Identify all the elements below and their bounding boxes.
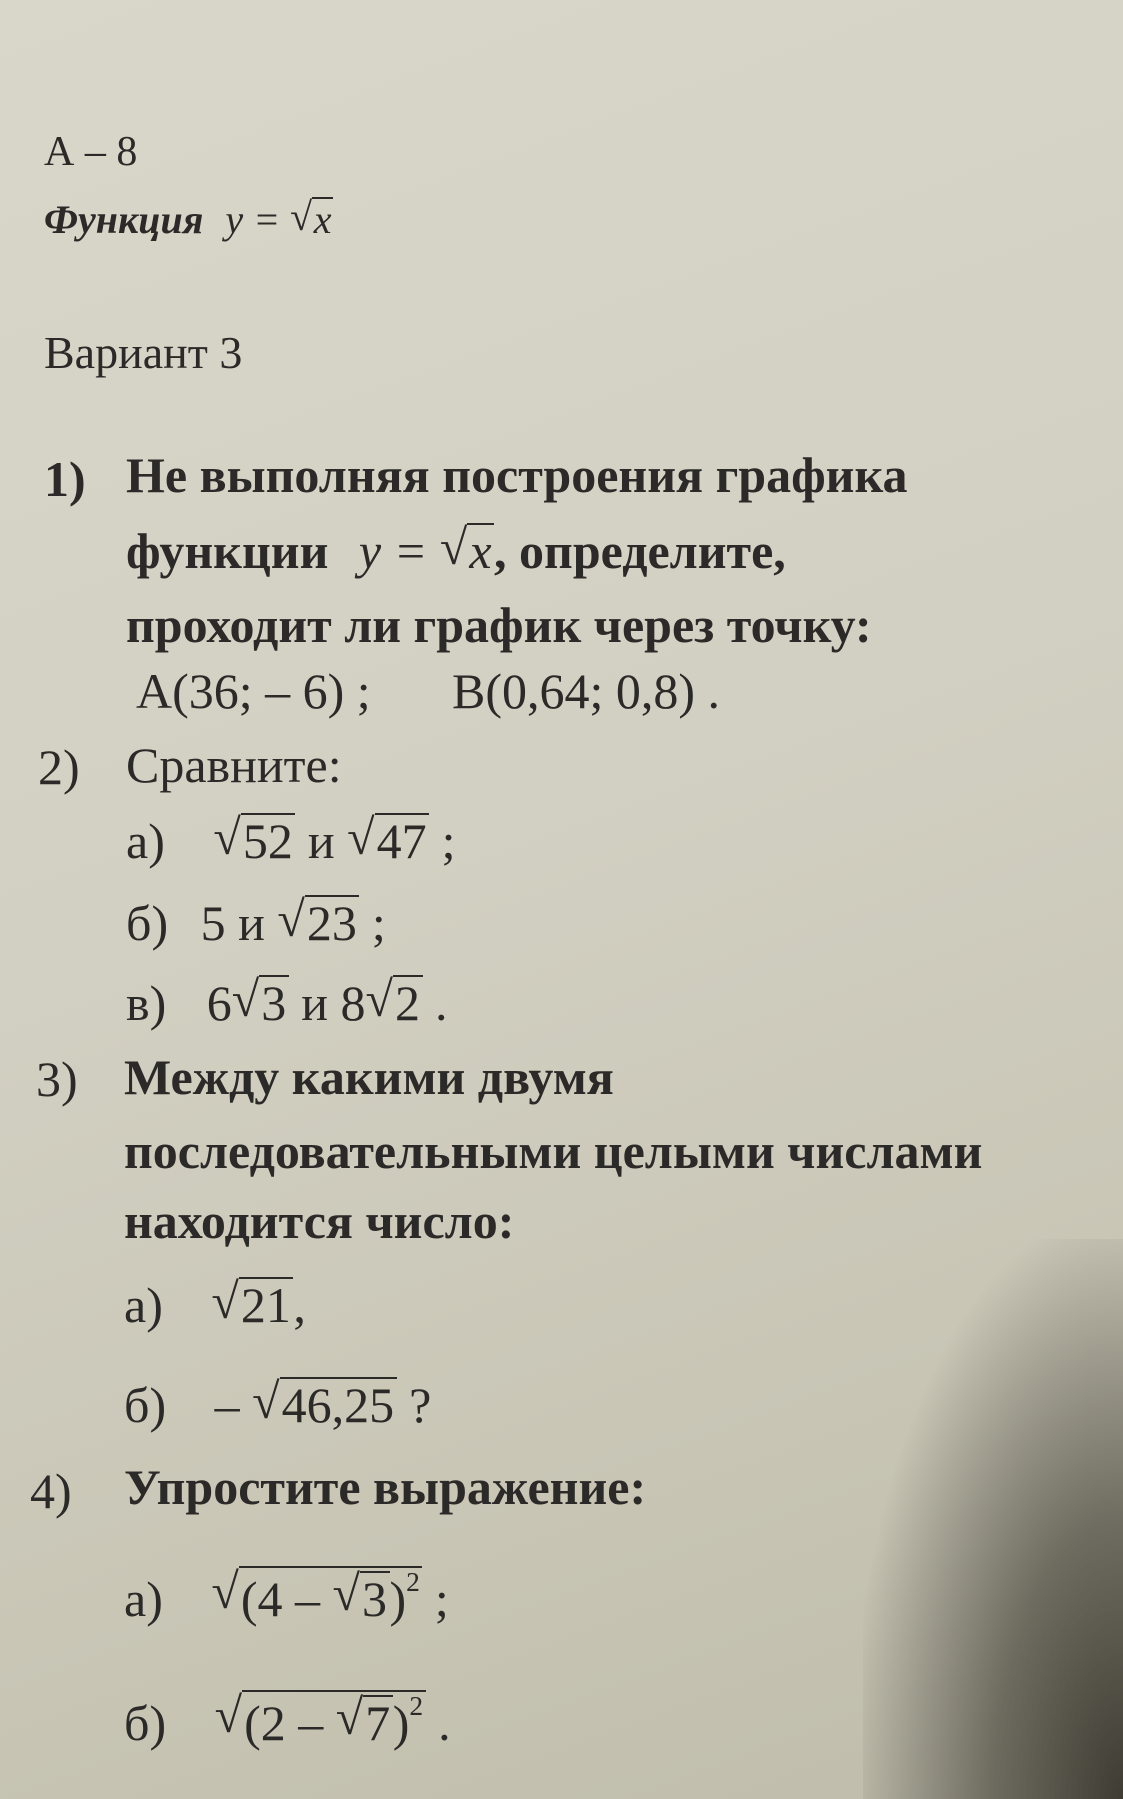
task-1-point-a: A(36; – 6) ; bbox=[136, 663, 371, 719]
task-4a-inner-pre: (4 – bbox=[240, 1570, 333, 1627]
sqrt-symbol: √ 21 bbox=[211, 1276, 293, 1334]
task-3b-radicand: 46,25 bbox=[280, 1377, 397, 1432]
task-2b-pre: 5 и bbox=[200, 895, 278, 951]
task-2a bbox=[126, 809, 456, 870]
title-eq-var: x bbox=[313, 197, 332, 242]
task-4b-inner-pre: (2 – bbox=[244, 1694, 336, 1751]
sqrt-symbol: √ 3 bbox=[333, 1571, 390, 1626]
task-4b-label: б) bbox=[124, 1694, 167, 1751]
task-4-title: Упростите выражение: bbox=[124, 1459, 647, 1515]
task-2b-label: б) bbox=[126, 895, 169, 951]
task-2b-end: ; bbox=[359, 895, 386, 951]
task-1-line3: проходит ли график через точку: bbox=[126, 597, 872, 653]
title-eq-prefix: y = bbox=[225, 197, 291, 242]
task-4b bbox=[124, 1687, 451, 1752]
task-1-eq-prefix: y = bbox=[358, 523, 440, 579]
task-2b-radicand: 23 bbox=[305, 895, 360, 950]
task-3-number: 3) bbox=[36, 1051, 78, 1107]
task-3-line3: находится число: bbox=[124, 1193, 515, 1249]
task-1-line2 bbox=[126, 519, 786, 580]
task-4b-inner-post: ) bbox=[392, 1694, 410, 1751]
sqrt-symbol: √ (2 – √ 7)$^2$ bbox=[215, 1690, 426, 1752]
task-2b bbox=[126, 891, 386, 952]
sqrt-symbol: √ (4 – √ 3)$^2$ bbox=[211, 1566, 422, 1628]
task-1-line1: Не выполняя построения графика bbox=[126, 447, 908, 503]
sqrt-symbol: √ 7 bbox=[336, 1695, 393, 1750]
task-4-number: 4) bbox=[30, 1463, 72, 1519]
task-4b-end: . bbox=[425, 1694, 451, 1751]
sqrt-symbol: √ 47 bbox=[347, 812, 429, 870]
worksheet-code: А – 8 bbox=[44, 129, 138, 175]
task-2a-radicand-2: 47 bbox=[375, 813, 430, 868]
task-3-line1: Между какими двумя bbox=[124, 1049, 614, 1105]
sqrt-symbol: √ 3 bbox=[232, 974, 289, 1032]
sqrt-symbol: √ x bbox=[290, 193, 332, 242]
task-2a-end: ; bbox=[429, 813, 456, 869]
sqrt-symbol: √ 52 bbox=[213, 812, 295, 870]
task-3a-end: , bbox=[293, 1277, 306, 1333]
variant-label: Вариант 3 bbox=[44, 327, 243, 378]
task-1-number: 1) bbox=[44, 451, 86, 507]
task-1-point-b: B(0,64; 0,8) . bbox=[452, 663, 721, 719]
task-3b-label: б) bbox=[124, 1377, 167, 1433]
task-3b bbox=[124, 1373, 432, 1434]
task-4a bbox=[124, 1563, 449, 1628]
photo-shadow bbox=[863, 1239, 1123, 1799]
task-2a-label: а) bbox=[126, 813, 165, 869]
task-1-line2-suffix: , определите, bbox=[494, 523, 786, 579]
task-4b-radicand bbox=[242, 1690, 426, 1749]
task-3b-minus: – bbox=[214, 1377, 253, 1433]
sqrt-symbol: √ 2 bbox=[366, 974, 423, 1032]
task-2-title: Сравните: bbox=[126, 737, 342, 793]
task-4a-end: ; bbox=[422, 1570, 449, 1627]
task-1-line2-prefix: функции bbox=[126, 523, 329, 579]
task-2c-pre: 6 bbox=[206, 975, 232, 1031]
sqrt-symbol: √ 46,25 bbox=[252, 1376, 397, 1434]
task-2c bbox=[126, 971, 448, 1032]
task-4a-inner-radicand: 3 bbox=[360, 1571, 390, 1626]
title-word: Функция bbox=[44, 197, 204, 242]
task-4a-radicand bbox=[239, 1566, 423, 1625]
task-1-eq-var: x bbox=[467, 523, 494, 578]
task-3a bbox=[124, 1273, 306, 1334]
task-4a-inner-post: ) bbox=[389, 1570, 407, 1627]
task-1-eq bbox=[358, 519, 494, 579]
task-3a-label: а) bbox=[124, 1277, 163, 1333]
task-2c-radicand-2: 2 bbox=[393, 975, 423, 1030]
task-4b-inner-radicand: 7 bbox=[363, 1695, 393, 1750]
task-4b-power: 2 bbox=[409, 1690, 424, 1721]
task-2a-and: и bbox=[295, 813, 348, 869]
task-3b-end: ? bbox=[396, 1377, 432, 1433]
task-2-number: 2) bbox=[38, 739, 80, 795]
task-3a-radicand: 21 bbox=[239, 1277, 294, 1332]
task-2c-radicand-1: 3 bbox=[259, 975, 289, 1030]
task-2a-radicand-1: 52 bbox=[241, 813, 296, 868]
task-4a-label: а) bbox=[124, 1570, 163, 1627]
task-2c-mid: и 8 bbox=[288, 975, 366, 1031]
task-3-line2: последовательными целыми числами bbox=[124, 1123, 983, 1179]
task-2c-end: . bbox=[422, 975, 448, 1031]
task-2c-label: в) bbox=[126, 975, 167, 1031]
worksheet-title bbox=[44, 193, 333, 243]
sqrt-symbol: √ x bbox=[440, 522, 494, 580]
sqrt-symbol: √ 23 bbox=[277, 894, 359, 952]
task-4a-power: 2 bbox=[406, 1566, 420, 1597]
title-equation bbox=[225, 193, 333, 242]
